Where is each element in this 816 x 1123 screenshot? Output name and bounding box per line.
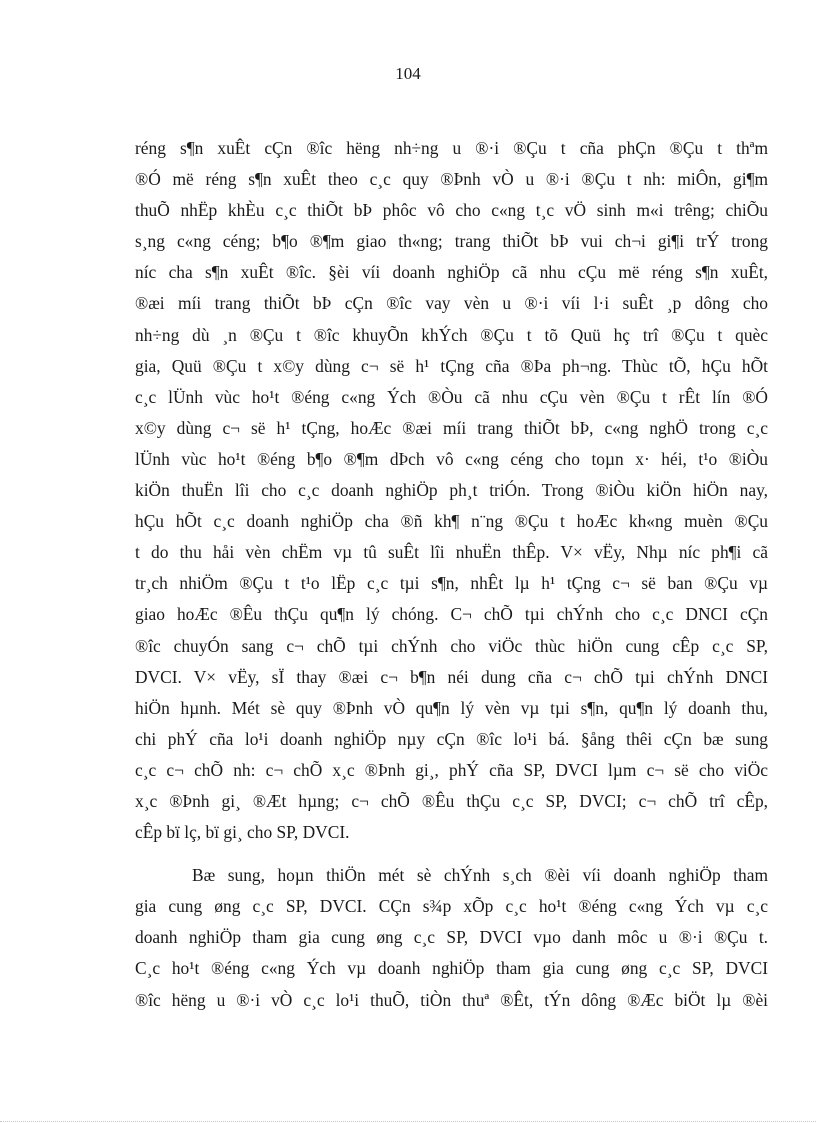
text-line: s¸ng c«ng céng; b¶o ®¶m giao th«ng; trang thiÕt bÞ vui ch¬i gi¶i trÝ trong <box>135 231 768 252</box>
text-line: doanh nghiÖp tham gia cung øng c¸c SP, DVCI vµo danh môc u ®·i ®Çu t. <box>135 927 768 948</box>
text-line: thuÕ nhËp khÈu c¸c thiÕt bÞ phôc vô cho c«ng t¸c vÖ sinh m«i trêng; chiÕu <box>135 200 768 221</box>
page-number: 104 <box>395 64 421 83</box>
text-line: ®îc hëng u ®·i vÒ c¸c lo¹i thuÕ, tiÒn thuª ®Êt, tÝn dông ®Æc biÖt lµ ®èi <box>135 989 768 1010</box>
text-line: gia cung øng c¸c SP, DVCI. CÇn s¾p xÕp c¸c ho¹t ®éng c«ng Ých vµ c¸c <box>135 896 768 917</box>
text-line: gia, Quü ®Çu t x©y dùng c¬ së h¹ tÇng cña ®Þa ph¬ng. Thùc tÕ, hÇu hÕt <box>135 355 768 376</box>
text-line: níc cha s¶n xuÊt ®îc. §èi víi doanh nghiÖp cã nhu cÇu më réng s¶n xuÊt, <box>135 262 768 283</box>
page-bottom-border <box>0 1121 816 1122</box>
text-line: kiÖn thuËn lîi cho c¸c doanh nghiÖp ph¸t triÓn. Trong ®iÒu kiÖn hiÖn nay, <box>135 480 768 501</box>
text-line: ®îc chuyÓn sang c¬ chÕ tµi chÝnh cho viÖc thùc hiÖn cung cÊp c¸c SP, <box>135 635 768 656</box>
text-line: C¸c ho¹t ®éng c«ng Ých vµ doanh nghiÖp tham gia cung øng c¸c SP, DVCI <box>135 958 768 979</box>
text-line: cÊp bï lç, bï gi¸ cho SP, DVCI. <box>135 822 350 843</box>
text-line: tr¸ch nhiÖm ®Çu t t¹o lËp c¸c tµi s¶n, nhÊt lµ h¹ tÇng c¬ së ban ®Çu vµ <box>135 573 768 594</box>
text-line: x¸c ®Þnh gi¸ ®Æt hµng; c¬ chÕ ®Êu thÇu c¸c SP, DVCI; c¬ chÕ trî cÊp, <box>135 790 768 811</box>
text-line: x©y dùng c¬ së h¹ tÇng, hoÆc ®æi míi trang thiÕt bÞ, c«ng nghÖ trong c¸c <box>135 417 768 438</box>
paragraph <box>135 860 768 1015</box>
text-line: c¸c lÜnh vùc ho¹t ®éng c«ng Ých ®Òu cã nhu cÇu vèn ®Çu t rÊt lín ®Ó <box>135 386 768 407</box>
text-line: nh÷ng dù ¸n ®Çu t ®îc khuyÕn khÝch ®Çu t tõ Quü hç trî ®Çu t quèc <box>135 324 768 345</box>
text-line: DVCI. V× vËy, sÏ thay ®æi c¬ b¶n néi dung cña c¬ chÕ tµi chÝnh DNCI <box>135 666 768 687</box>
text-line: Bæ sung, hoµn thiÖn mét sè chÝnh s¸ch ®èi víi doanh nghiÖp tham <box>192 865 768 886</box>
text-line: ®Ó më réng s¶n xuÊt theo c¸c quy ®Þnh vÒ u ®·i ®Çu t nh: miÔn, gi¶m <box>135 169 768 190</box>
paragraph-gap <box>135 848 768 860</box>
text-line: chi phÝ cña lo¹i doanh nghiÖp nµy cÇn ®îc lo¹i bá. §ång thêi cÇn bæ sung <box>135 728 768 749</box>
text-line: giao hoÆc ®Êu thÇu qu¶n lý chóng. C¬ chÕ tµi chÝnh cho c¸c DNCI cÇn <box>135 604 768 625</box>
paragraph <box>135 133 768 848</box>
text-line: ®æi míi trang thiÕt bÞ cÇn ®îc vay vèn u ®·i víi l·i suÊt ¸p dông cho <box>135 293 768 314</box>
text-line: hiÖn hµnh. Mét sè quy ®Þnh vÒ qu¶n lý vèn vµ tµi s¶n, qu¶n lý doanh thu, <box>135 697 768 718</box>
text-line: réng s¶n xuÊt cÇn ®îc hëng nh÷ng u ®·i ®Çu t cña phÇn ®Çu t thªm <box>135 138 768 158</box>
text-line: c¸c c¬ chÕ nh: c¬ chÕ x¸c ®Þnh gi¸, phÝ cña SP, DVCI lµm c¬ së cho viÖc <box>135 759 768 780</box>
text-line: t do thu håi vèn chËm vµ tû suÊt lîi nhuËn thÊp. V× vËy, Nhµ níc ph¶i cã <box>135 542 768 563</box>
body-text <box>135 133 768 1016</box>
text-line: lÜnh vùc ho¹t ®éng b¶o ®¶m dÞch vô c«ng céng cho toµn x· héi, t¹o ®iÒu <box>135 448 768 469</box>
text-line: hÇu hÕt c¸c doanh nghiÖp cha ®ñ kh¶ n¨ng ®Çu t hoÆc kh«ng muèn ®Çu <box>135 511 768 532</box>
